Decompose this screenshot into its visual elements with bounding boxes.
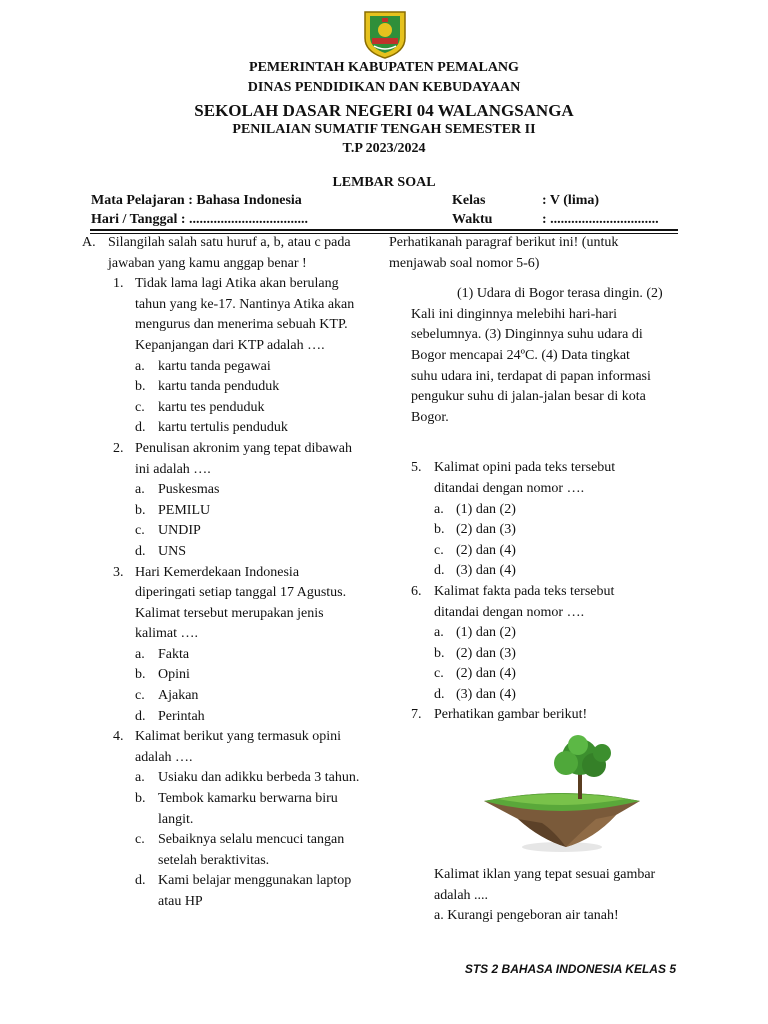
sheet-title: LEMBAR SOAL — [332, 175, 436, 190]
option-text: atau HP — [158, 894, 203, 909]
option-letter: c. — [434, 666, 444, 682]
academic-year: T.P 2023/2024 — [342, 141, 426, 156]
question-7-answer-block — [434, 865, 694, 927]
option-d[interactable] — [434, 561, 689, 582]
subject-label: Mata Pelajaran : Bahasa Indonesia — [91, 193, 302, 208]
option-letter: d. — [135, 420, 146, 436]
option-letter: a. — [135, 646, 145, 662]
instruction-line: Silangilah salah satu huruf a, b, atau c pada — [108, 235, 351, 250]
option-a[interactable] — [135, 357, 382, 378]
school-name: SEKOLAH DASAR NEGERI 04 WALANGSANGA — [194, 101, 574, 120]
time-key: Waktu — [452, 212, 493, 227]
page-footer: STS 2 BAHASA INDONESIA KELAS 5 — [464, 962, 676, 976]
option-d[interactable] — [135, 418, 382, 439]
option-c[interactable] — [434, 664, 689, 685]
option-c[interactable] — [135, 398, 382, 419]
question-number: 1. — [113, 276, 124, 292]
option-b[interactable] — [135, 789, 382, 830]
passage-line: Bogor. — [411, 409, 449, 425]
option-a[interactable] — [135, 768, 382, 789]
option-a[interactable] — [434, 500, 689, 521]
question-text: adalah .... — [434, 887, 489, 903]
option-letter: d. — [135, 708, 146, 724]
question-text: Kepanjangan dari KTP adalah …. — [135, 337, 325, 353]
option-letter: d. — [135, 543, 146, 559]
question-text: Penulisan akronim yang tepat dibawah — [135, 440, 352, 456]
passage-intro-line: Perhatikanah paragraf berikut ini! (untuk — [389, 235, 619, 250]
time-value: : ............................... — [542, 212, 659, 227]
question-3 — [113, 563, 382, 728]
option-d[interactable] — [135, 707, 382, 728]
question-text: Kalimat opini pada teks tersebut — [434, 460, 616, 476]
option-text: UNS — [158, 543, 187, 559]
passage-intro — [389, 233, 689, 274]
day-date-label: Hari / Tanggal : .................................. — [91, 212, 309, 227]
question-text: ini adalah …. — [135, 461, 211, 477]
question-number: 5. — [411, 460, 422, 476]
question-text: Perhatikan gambar berikut! — [434, 707, 588, 723]
section-marker: A. — [82, 235, 96, 250]
option-a[interactable] — [135, 645, 382, 666]
option-letter: c. — [434, 542, 444, 558]
question-number: 7. — [411, 707, 422, 723]
option-text: Perintah — [158, 708, 205, 724]
option-letter: c. — [135, 688, 145, 704]
option-b[interactable] — [135, 377, 382, 398]
option-text: Fakta — [158, 646, 190, 662]
option-d[interactable] — [434, 685, 689, 706]
passage-line: Kali ini dinginnya melebihi hari-hari — [411, 306, 618, 322]
option-text: (3) dan (4) — [456, 686, 516, 702]
option-letter: a. — [434, 625, 444, 641]
question-text: ditandai dengan nomor …. — [434, 480, 585, 496]
right-column — [389, 233, 689, 726]
section-instruction — [82, 233, 382, 274]
option-letter: d. — [434, 563, 445, 579]
option-a[interactable]: a. Kurangi pengeboran air tanah! — [434, 908, 619, 924]
option-text: UNDIP — [158, 523, 201, 539]
question-text: adalah …. — [135, 749, 193, 765]
question-2 — [113, 439, 382, 563]
option-letter: b. — [135, 379, 146, 395]
option-letter: c. — [135, 832, 145, 848]
regency-crest-logo — [362, 10, 408, 60]
passage-intro-line: menjawab soal nomor 5-6) — [389, 255, 540, 271]
option-text: PEMILU — [158, 502, 211, 518]
question-number: 2. — [113, 440, 124, 456]
option-text: kartu tanda pegawai — [158, 358, 271, 374]
floating-island-tree-image — [478, 735, 646, 855]
question-text: Kalimat fakta pada teks tersebut — [434, 583, 615, 599]
question-text: diperingati setiap tanggal 17 Agustus. — [135, 585, 347, 601]
option-letter: c. — [135, 523, 145, 539]
passage-line: sebelumnya. (3) Dinginnya suhu udara di — [411, 327, 643, 343]
option-text: (2) dan (4) — [456, 666, 516, 682]
question-text: Kalimat berikut yang termasuk opini — [135, 729, 342, 745]
question-5 — [411, 458, 689, 582]
passage-paragraph — [411, 284, 689, 428]
question-text: kalimat …. — [135, 626, 198, 642]
option-a[interactable] — [135, 480, 382, 501]
option-text: Puskesmas — [158, 482, 220, 498]
option-text: langit. — [158, 811, 194, 827]
exam-title: PENILAIAN SUMATIF TENGAH SEMESTER II — [232, 122, 536, 137]
class-key: Kelas — [452, 193, 486, 208]
option-b[interactable] — [434, 644, 689, 665]
question-text: tahun yang ke-17. Nantinya Atika akan — [135, 296, 355, 312]
option-d[interactable] — [135, 542, 382, 563]
question-text: Tidak lama lagi Atika akan berulang — [135, 276, 339, 292]
class-value: : V (lima) — [542, 193, 600, 208]
option-text: (1) dan (2) — [456, 625, 516, 641]
option-text: (3) dan (4) — [456, 563, 516, 579]
option-letter: c. — [135, 399, 145, 415]
option-b[interactable] — [135, 665, 382, 686]
question-text: Hari Kemerdekaan Indonesia — [135, 564, 300, 580]
question-6 — [411, 582, 689, 706]
passage-line: suhu udara ini, terdapat di papan informasi — [411, 368, 651, 384]
option-text: (2) dan (3) — [456, 522, 516, 538]
option-text: kartu tes penduduk — [158, 399, 265, 415]
option-text: Sebaiknya selalu mencuci tangan — [158, 832, 345, 848]
option-letter: a. — [135, 770, 145, 786]
option-b[interactable] — [434, 520, 689, 541]
instruction-line: jawaban yang kamu anggap benar ! — [108, 255, 307, 271]
option-text: Tembok kamarku berwarna biru — [158, 791, 338, 807]
option-b[interactable] — [135, 501, 382, 522]
option-c[interactable] — [434, 541, 689, 562]
option-d[interactable] — [135, 871, 382, 912]
option-text: setelah beraktivitas. — [158, 852, 270, 868]
option-text: Opini — [158, 667, 190, 683]
option-letter: b. — [434, 522, 445, 538]
option-text: kartu tertulis penduduk — [158, 420, 288, 436]
option-letter: b. — [135, 791, 146, 807]
left-column — [82, 233, 382, 913]
option-text: Ajakan — [158, 688, 199, 704]
question-text: mengurus dan menerima sebuah KTP. — [135, 317, 348, 333]
question-4 — [113, 727, 382, 912]
option-text: (2) dan (3) — [456, 645, 516, 661]
option-text: kartu tanda penduduk — [158, 379, 280, 395]
option-text: Kami belajar menggunakan laptop — [158, 873, 352, 889]
passage-line: (1) Udara di Bogor terasa dingin. (2) — [457, 286, 663, 302]
option-letter: a. — [434, 501, 444, 517]
question-number: 6. — [411, 583, 422, 599]
option-letter: d. — [135, 873, 146, 889]
department-heading: DINAS PENDIDIKAN DAN KEBUDAYAAN — [247, 80, 521, 95]
option-c[interactable] — [135, 686, 382, 707]
option-letter: a. — [135, 358, 145, 374]
question-text: Kalimat tersebut merupakan jenis — [135, 605, 324, 621]
option-c[interactable] — [135, 521, 382, 542]
question-1 — [113, 274, 382, 439]
question-text: ditandai dengan nomor …. — [434, 604, 585, 620]
option-letter: b. — [135, 502, 146, 518]
header-divider-top — [90, 229, 678, 231]
option-letter: d. — [434, 686, 445, 702]
question-7 — [411, 705, 689, 726]
question-text: Kalimat iklan yang tepat sesuai gambar — [434, 867, 656, 882]
option-letter: b. — [434, 645, 445, 661]
option-text: Usiaku dan adikku berbeda 3 tahun. — [158, 770, 360, 786]
option-text: (2) dan (4) — [456, 542, 516, 558]
government-heading: PEMERINTAH KABUPATEN PEMALANG — [249, 60, 519, 75]
question-number: 3. — [113, 564, 124, 580]
passage-line: Bogor mencapai 24ºC. (4) Data tingkat — [411, 347, 630, 363]
option-letter: b. — [135, 667, 146, 683]
option-c[interactable] — [135, 830, 382, 871]
question-number: 4. — [113, 729, 124, 745]
option-text: (1) dan (2) — [456, 501, 516, 517]
option-a[interactable] — [434, 623, 689, 644]
option-letter: a. — [135, 482, 145, 498]
passage-line: pengukur suhu di jalan-jalan besar di kota — [411, 389, 646, 405]
